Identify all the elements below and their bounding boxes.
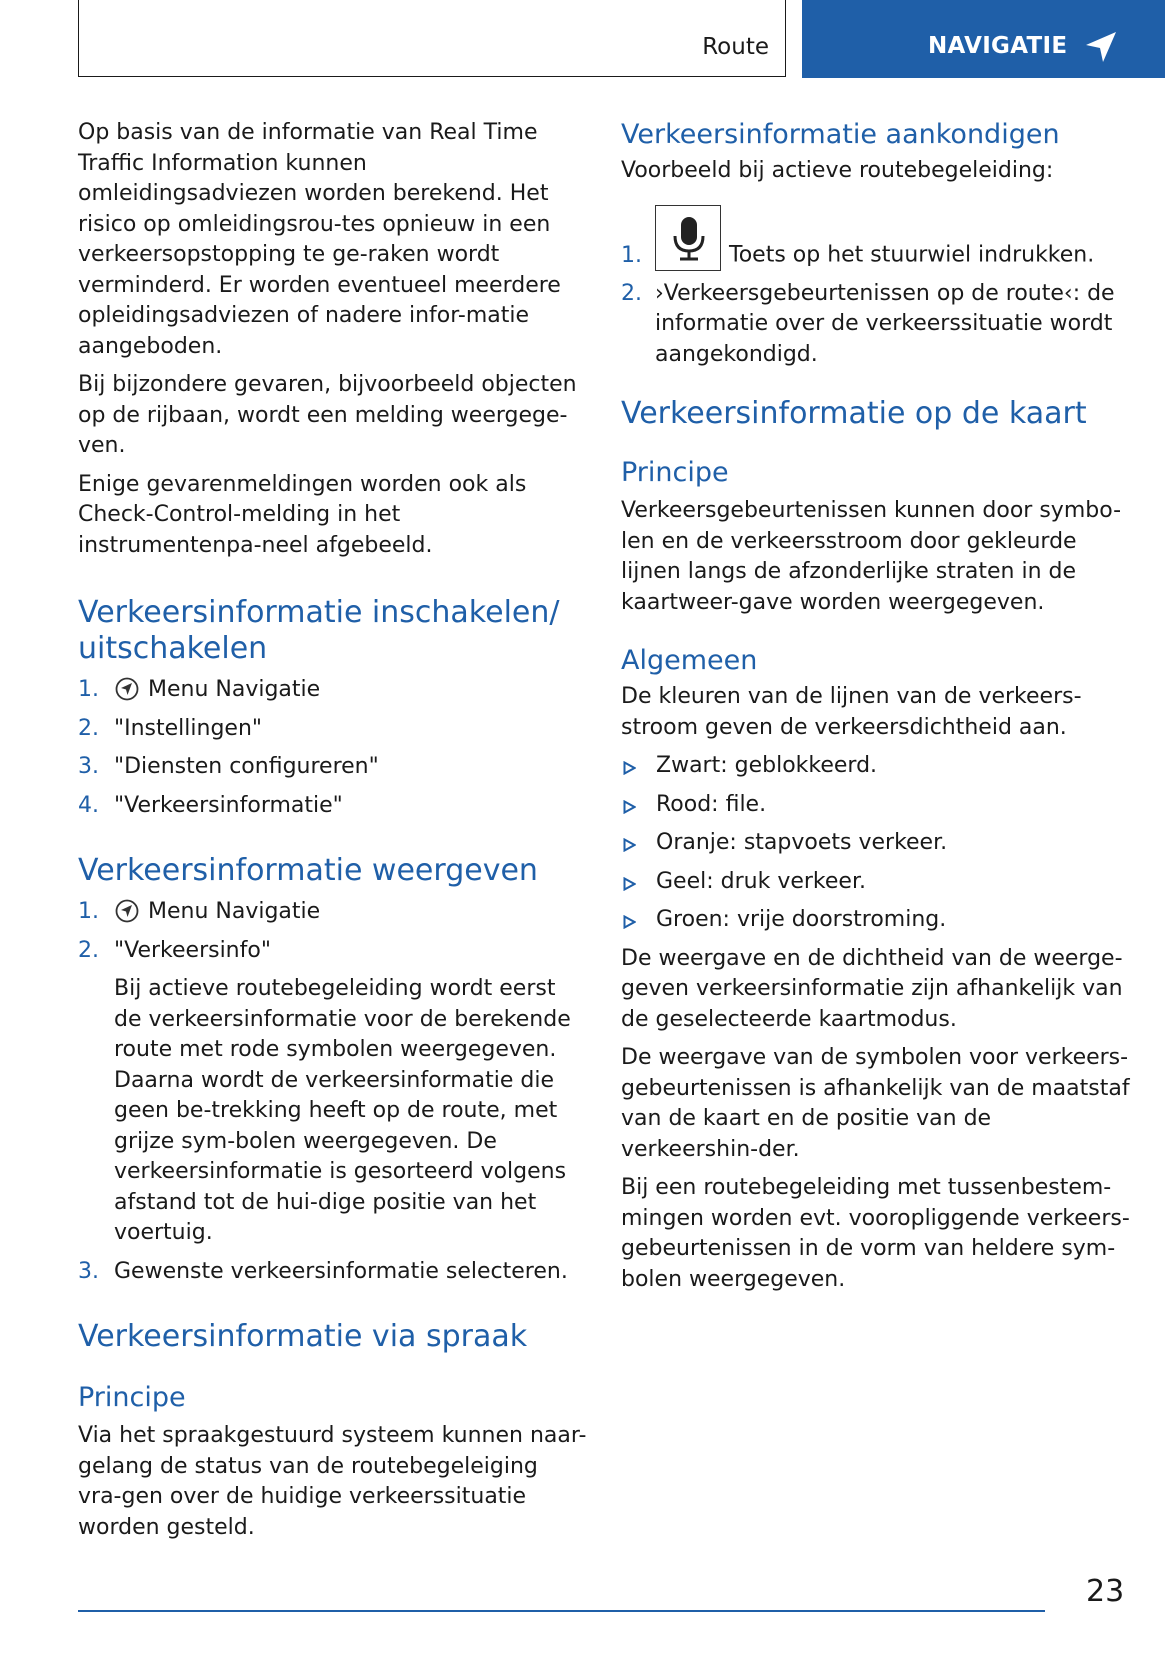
list-item bbox=[78, 675, 588, 706]
announce-steps bbox=[621, 205, 1131, 371]
header-box bbox=[78, 0, 786, 77]
navigation-arrow-icon bbox=[1084, 30, 1118, 64]
list-item bbox=[621, 867, 1131, 898]
heading-toggle-traffic-info: Verkeersinformatie inschakelen/ uitschakelen bbox=[78, 595, 560, 666]
map-paragraph: Bij een routebegeleiding met tussenbestem-mingen worden evt. vooropliggende verkeers-gebeurtenissen in de vorm van heldere sym-bolen weergegeven. bbox=[621, 1175, 1130, 1292]
section-label: Route bbox=[702, 34, 769, 60]
subheading-principle: Principe bbox=[78, 1382, 186, 1413]
color-legend-list bbox=[621, 751, 1131, 936]
heading-traffic-on-map: Verkeersinformatie op de kaart bbox=[621, 396, 1087, 431]
principle-paragraph: Via het spraakgestuurd systeem kunnen naar-gelang de status van de routebegeleiging vra-gen over de huidige verkeerssituatie worden gesteld. bbox=[78, 1423, 587, 1540]
microphone-icon bbox=[672, 216, 706, 262]
subheading-principle: Principe bbox=[621, 457, 729, 488]
triangle-bullet-icon bbox=[623, 877, 636, 891]
intro-paragraph: Op basis van de informatie van Real Time Traffic Information kunnen omleidingsadviezen worden berekend. Het risico op omleidingsrou-tes opnieuw in een verkeersopstopping te ge-raken wordt verminderd. Er worden eventueel meerdere opleidingsadviezen of nadere infor-matie aangeboden. bbox=[78, 120, 561, 359]
nav-menu-icon bbox=[114, 676, 140, 702]
list-item-text: Geel: druk verkeer. bbox=[656, 868, 866, 894]
intro-paragraph: Bij bijzondere gevaren, bijvoorbeeld objecten op de rijbaan, wordt een melding weergege-ven. bbox=[78, 372, 577, 458]
step-text: ›Verkeersgebeurtenissen op de route‹: de informatie over de verkeerssituatie wordt aangekondigd. bbox=[655, 280, 1115, 367]
toggle-steps bbox=[78, 675, 588, 821]
chapter-tab bbox=[802, 0, 1165, 78]
step-description: Bij actieve routebegeleiding wordt eerst de verkeersinformatie voor de berekende route met rode symbolen weergegeven. Daarna wordt de verkeersinformatie die geen be-trekking heeft op de route, met grijze sym-bolen weergegeven. De verkeersinformatie is gesorteerd volgens afstand tot de hui-dige positie van het voertuig. bbox=[114, 976, 571, 1245]
list-item bbox=[621, 790, 1131, 821]
step-text: "Verkeersinfo" bbox=[114, 937, 271, 963]
footer-rule bbox=[78, 1610, 1045, 1612]
list-item-text: Oranje: stapvoets verkeer. bbox=[656, 830, 948, 855]
triangle-bullet-icon bbox=[623, 838, 636, 852]
list-item bbox=[78, 714, 588, 745]
right-column bbox=[621, 118, 1131, 1303]
step-number: 3. bbox=[78, 1258, 99, 1284]
heading-voice-traffic-info: Verkeersinformatie via spraak bbox=[78, 1319, 528, 1354]
page-number: 23 bbox=[1086, 1574, 1125, 1609]
list-item bbox=[78, 936, 588, 1249]
step-number: 1. bbox=[78, 677, 99, 702]
list-item bbox=[621, 828, 1131, 859]
chapter-label: NAVIGATIE bbox=[928, 33, 1068, 59]
announce-intro: Voorbeeld bij actieve routebegeleiding: bbox=[621, 158, 1054, 183]
left-column bbox=[78, 118, 588, 1551]
step-number: 2. bbox=[78, 937, 99, 963]
heading-announce-traffic-info: Verkeersinformatie aankondigen bbox=[621, 119, 1060, 150]
step-number: 2. bbox=[78, 715, 99, 741]
list-item bbox=[78, 1257, 588, 1288]
general-paragraph: De kleuren van de lijnen van de verkeers-stroom geven de verkeersdichtheid aan. bbox=[621, 684, 1082, 740]
map-principle-paragraph: Verkeersgebeurtenissen kunnen door symbo-len en de verkeersstroom door gekleurde lijnen langs de afzonderlijke straten in de kaartweer-gave worden weergegeven. bbox=[621, 498, 1122, 615]
step-number: 3. bbox=[78, 754, 99, 779]
list-item bbox=[621, 205, 1131, 271]
subheading-general: Algemeen bbox=[621, 645, 758, 676]
list-item bbox=[78, 897, 588, 928]
step-number: 2. bbox=[621, 280, 642, 306]
list-item bbox=[78, 791, 588, 822]
step-number: 1. bbox=[621, 242, 642, 268]
list-item bbox=[621, 751, 1131, 782]
list-item bbox=[621, 279, 1131, 371]
list-item bbox=[78, 752, 588, 783]
step-text: Menu Navigatie bbox=[148, 899, 321, 924]
intro-paragraph: Enige gevarenmeldingen worden ook als Check-Control-melding in het instrumentenpa-neel afgebeeld. bbox=[78, 471, 527, 558]
show-steps bbox=[78, 897, 588, 1287]
microphone-button-icon bbox=[655, 205, 721, 271]
step-text: Toets op het stuurwiel indrukken. bbox=[729, 242, 1095, 267]
triangle-bullet-icon bbox=[623, 800, 636, 814]
step-text: "Diensten configureren" bbox=[114, 754, 379, 779]
step-text: "Verkeersinformatie" bbox=[114, 792, 343, 818]
list-item-text: Zwart: geblokkeerd. bbox=[656, 753, 878, 778]
triangle-bullet-icon bbox=[623, 761, 636, 775]
triangle-bullet-icon bbox=[623, 915, 636, 929]
step-text: Menu Navigatie bbox=[148, 677, 321, 702]
list-item-text: Groen: vrije doorstroming. bbox=[656, 907, 947, 932]
map-paragraph: De weergave van de symbolen voor verkeers-gebeurtenissen is afhankelijk van de maatstaf van de kaart en de positie van de verkeershin-der. bbox=[621, 1045, 1130, 1162]
step-number: 1. bbox=[78, 899, 99, 924]
step-text: "Instellingen" bbox=[114, 715, 263, 741]
list-item-text: Rood: file. bbox=[656, 791, 767, 817]
step-number: 4. bbox=[78, 792, 99, 818]
nav-menu-icon bbox=[114, 898, 140, 924]
heading-show-traffic-info: Verkeersinformatie weergeven bbox=[78, 853, 538, 888]
step-text: Gewenste verkeersinformatie selecteren. bbox=[114, 1258, 568, 1284]
list-item bbox=[621, 905, 1131, 936]
map-paragraph: De weergave en de dichtheid van de weerge-geven verkeersinformatie zijn afhankelijk van de geselecteerde kaartmodus. bbox=[621, 945, 1123, 1032]
